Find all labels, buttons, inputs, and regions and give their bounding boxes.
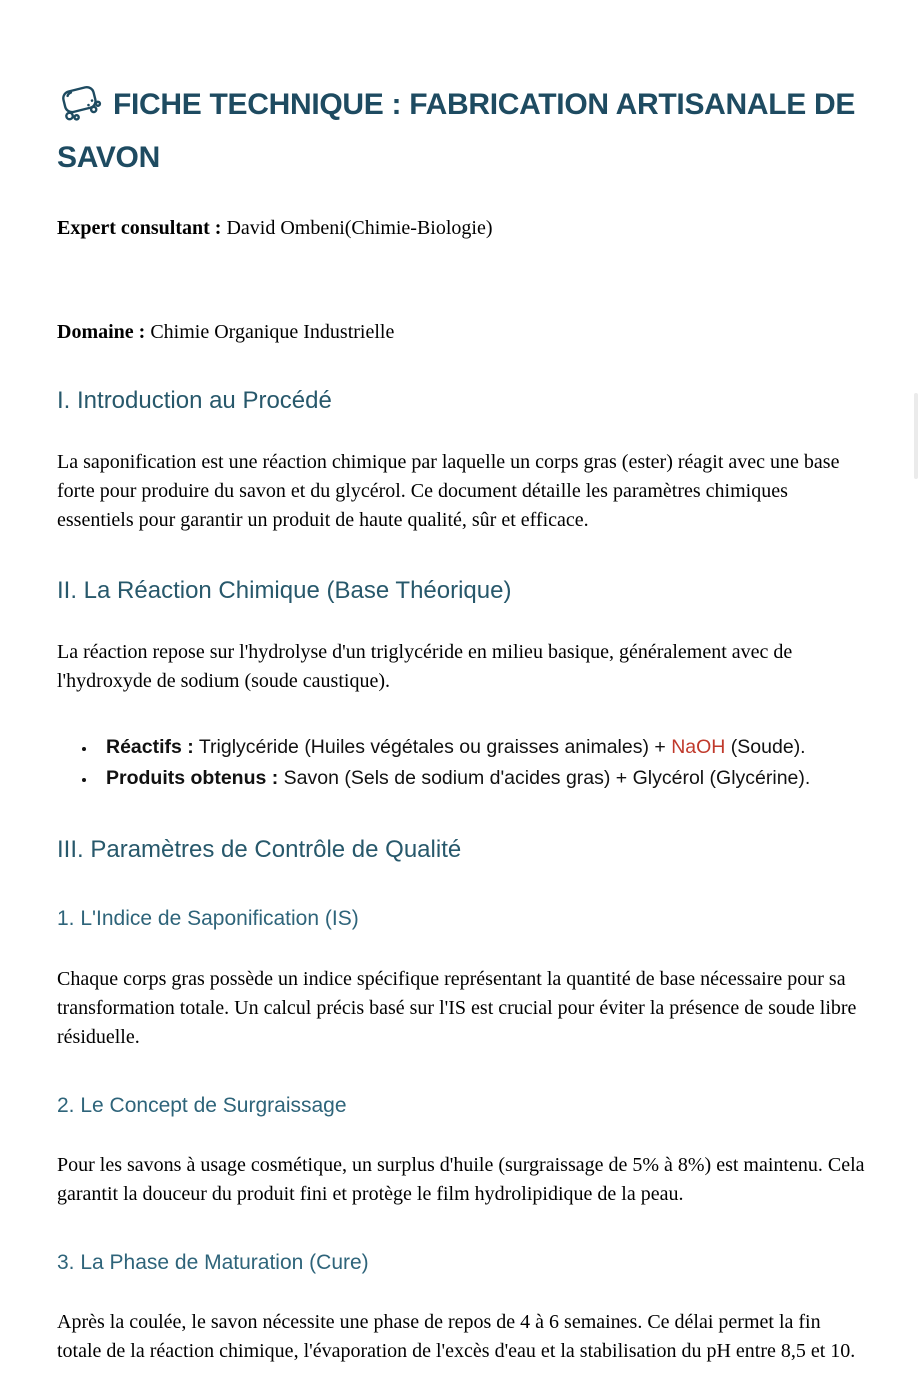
reactifs-label: Réactifs :	[106, 736, 194, 759]
maturation-paragraph: Après la coulée, le savon nécessite une phase de repos de 4 à 6 semaines. Ce délai permet la fin totale de la réaction chimique, l'évaporation de l'excès d'eau et la stabilisation du pH entre 8,5 et 10.	[57, 1311, 856, 1363]
section-heading-introduction: I. Introduction au Procédé	[57, 386, 332, 414]
expert-consultant-line	[57, 215, 865, 241]
naoh-highlight: NaOH	[671, 736, 726, 759]
introduction-paragraph: La saponification est une réaction chimique par laquelle un corps gras (ester) réagit avec une base forte pour produire du savon et du glycérol. Ce document détaille les paramètres chimiques essentiels pour garantir un produit de haute qualité, sûr et efficace.	[57, 450, 840, 531]
section-heading-reaction: II. La Réaction Chimique (Base Théorique)	[57, 576, 512, 604]
subheading-indice-saponification: 1. L'Indice de Saponification (IS)	[57, 907, 359, 931]
reaction-paragraph: La réaction repose sur l'hydrolyse d'un triglycéride en milieu basique, généralement avec de l'hydroxyde de sodium (soude caustique).	[57, 641, 793, 693]
page-title	[57, 78, 865, 185]
expert-consultant-value: David Ombeni(Chimie-Biologie)	[221, 216, 493, 239]
list-item-produits	[97, 763, 865, 794]
produits-text: Savon (Sels de sodium d'acides gras) + Glycérol (Glycérine).	[278, 767, 811, 790]
surgraissage-paragraph: Pour les savons à usage cosmétique, un surplus d'huile (surgraissage de 5% à 8%) est maintenu. Cela garantit la douceur du produit fini et protège le film hydrolipidique de la peau.	[57, 1153, 865, 1205]
domaine-line	[57, 319, 865, 345]
indice-saponification-paragraph: Chaque corps gras possède un indice spécifique représentant la quantité de base nécessaire pour sa transformation totale. Un calcul précis basé sur l'IS est crucial pour éviter la présence de soude libre résiduelle.	[57, 967, 857, 1048]
soap-bar-icon	[57, 80, 103, 122]
section-heading-quality: III. Paramètres de Contrôle de Qualité	[57, 836, 462, 864]
list-item-reactifs	[97, 732, 865, 763]
subheading-surgraissage: 2. Le Concept de Surgraissage	[57, 1093, 347, 1117]
reaction-bullet-list	[57, 732, 865, 794]
reactifs-text: Triglycéride (Huiles végétales ou graisses animales) +	[193, 736, 672, 759]
reactifs-text-end: (Soude).	[725, 736, 806, 759]
produits-label: Produits obtenus :	[106, 767, 279, 790]
domaine-label: Domaine :	[57, 320, 146, 343]
subheading-maturation: 3. La Phase de Maturation (Cure)	[57, 1250, 369, 1274]
scrollbar-thumb[interactable]	[914, 393, 918, 479]
domaine-value: Chimie Organique Industrielle	[145, 320, 395, 343]
page-title-text: FICHE TECHNIQUE : FABRICATION ARTISANALE DE SAVON	[57, 88, 856, 175]
expert-consultant-label: Expert consultant :	[57, 216, 222, 239]
